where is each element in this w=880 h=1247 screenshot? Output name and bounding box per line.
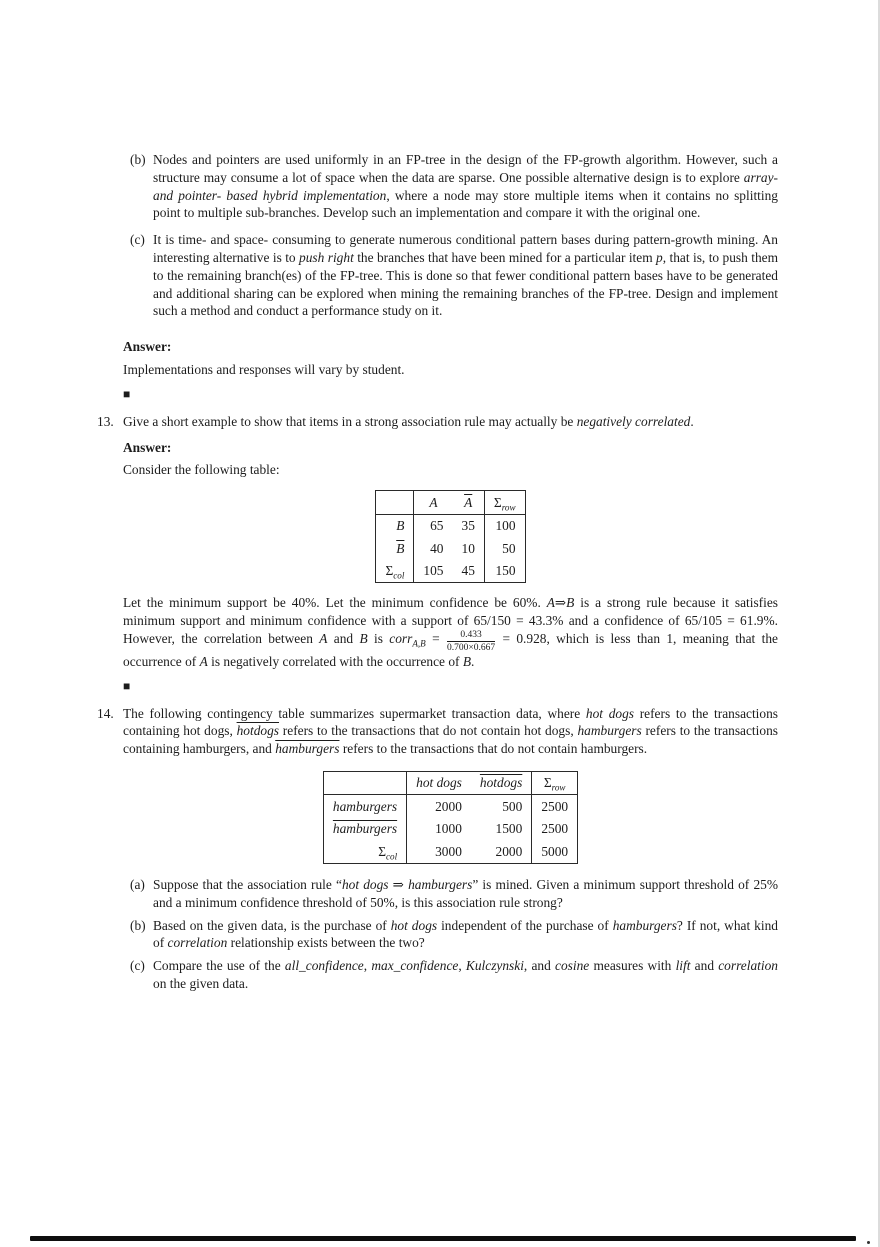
paragraph-text <box>153 918 778 951</box>
table-cell <box>453 491 485 515</box>
text-run: Suppose that the association rule “ <box>153 876 342 892</box>
table-cell <box>323 795 406 818</box>
text-run: push right <box>299 249 354 265</box>
list-item-b <box>97 151 778 222</box>
table-cell <box>471 795 532 818</box>
answer-text: Implementations and responses will vary by student. <box>123 361 405 377</box>
table-cell <box>484 537 525 560</box>
text-run: hot dogs <box>585 705 634 721</box>
text-run: hotdogs <box>479 775 523 791</box>
table-intro: Consider the following table: <box>123 462 280 478</box>
text-run: Σ <box>543 775 552 791</box>
table-cell <box>407 795 471 818</box>
question-number: 14. <box>97 705 114 721</box>
text-run: ? If not, what kind of <box>153 917 778 951</box>
table-container <box>123 490 778 583</box>
text-run: negatively correlated <box>576 413 691 429</box>
text-run: 105 <box>423 563 444 579</box>
table-cell <box>532 795 578 818</box>
part-a <box>123 876 778 912</box>
paragraph-text <box>153 877 778 910</box>
text-run: measures with <box>589 958 676 974</box>
table-cell <box>407 840 471 863</box>
text-run: is a strong rule because it satisfies minimum support and minimum confidence with a support of 65/150 = 43.3% and a confidence of 65/105 = 61.9%. However, the correlation between <box>123 595 779 646</box>
scan-edge-dot <box>867 1241 870 1244</box>
table-row <box>376 514 525 537</box>
text-run: correlation <box>718 958 778 974</box>
table-row <box>376 560 525 583</box>
table-row <box>376 537 525 560</box>
text-run: hot dogs <box>341 876 389 892</box>
item-label: (b) <box>130 152 146 167</box>
text-run: = 0.928, which is less than 1, meaning that the occurrence of <box>123 630 778 669</box>
text-run: row <box>551 783 566 794</box>
text-run: the branches that have been mined for a particular item <box>353 249 657 265</box>
table-cell <box>471 818 532 841</box>
text-run: B <box>566 595 575 611</box>
text-run: is negatively correlated with the occurrence of <box>207 653 463 669</box>
paragraph-text <box>153 958 778 991</box>
text-run: , <box>363 958 372 974</box>
text-run: B <box>359 630 368 646</box>
table-cell <box>453 537 485 560</box>
text-run: corr <box>389 630 413 646</box>
text-run: cosine <box>555 958 590 974</box>
text-run: 500 <box>502 798 523 814</box>
answer-heading: Answer: <box>123 439 172 455</box>
contingency-table-hotdogs <box>323 771 578 864</box>
text-run: , where a node may store multiple items when it contains no splitting point to multiple sub-branches. Develop such an implementation and compare it with the original one. <box>153 187 778 221</box>
question-number: 13. <box>97 413 114 429</box>
text-run: refers to the transactions containing hot dogs, <box>123 705 778 739</box>
answer-heading: Answer: <box>123 339 172 355</box>
text-run: hamburgers <box>332 798 398 814</box>
text-run: . <box>690 413 694 429</box>
text-run: $\overline{A}$ <box>464 494 473 510</box>
table-cell <box>484 560 525 583</box>
text-run: 5000 <box>541 843 569 859</box>
text-run: 45 <box>461 563 475 579</box>
text-run: array-and pointer- based hybrid implementation <box>153 169 778 203</box>
text-run: 100 <box>495 518 516 534</box>
text-run: , and <box>523 958 556 974</box>
text-run: Nodes and pointers are used uniformly in an FP-tree in the design of the FP-growth algorithm. However, such a structure may consume a lot of space when the data are sparse. One possible alternative design is to explore <box>153 152 778 185</box>
item-label: (c) <box>130 958 145 974</box>
text-run: 1000 <box>435 821 462 837</box>
text-run: 35 <box>461 518 475 534</box>
table-cell <box>323 771 406 795</box>
table-row <box>323 818 577 841</box>
table-cell <box>323 818 406 841</box>
text-run: A <box>546 595 555 611</box>
text-run: A <box>199 653 208 669</box>
table-cell <box>407 818 471 841</box>
item-label: (b) <box>130 917 146 933</box>
question-text <box>123 705 778 758</box>
table-cell <box>453 514 485 537</box>
text-run: ⇒ <box>388 876 409 892</box>
text-run: lift <box>675 958 691 974</box>
text-run: It is time- and space- consuming to generate numerous conditional pattern bases during pattern-growth mining. An interesting alternative is to <box>153 232 778 265</box>
table-cell <box>414 514 453 537</box>
text-run: Kulczynski <box>465 958 524 974</box>
text-run: , <box>458 958 466 974</box>
question-text <box>123 413 778 431</box>
text-run: 2500 <box>541 798 569 814</box>
qed-marker: ■ <box>123 678 131 693</box>
text-run: 1500 <box>495 821 523 837</box>
inline-fraction: $\frac{0.433}{0.700\times 0.667}$ <box>447 629 496 653</box>
answer-discussion <box>123 594 778 670</box>
text-run: is <box>367 630 390 646</box>
table-cell <box>414 560 453 583</box>
text-run: = <box>425 630 446 646</box>
text-run: col <box>385 851 398 862</box>
text-run: ⇒ <box>554 595 567 611</box>
table-row <box>323 795 577 818</box>
text-run: 65 <box>430 518 444 534</box>
text-run: 40 <box>430 540 444 556</box>
table-cell <box>414 491 453 515</box>
text-run: B <box>462 653 472 669</box>
table-cell <box>532 840 578 863</box>
text-run: Give a short example to show that items in a strong association rule may actually be <box>123 413 577 429</box>
text-run: all_confidence <box>284 958 364 974</box>
table-cell <box>484 514 525 537</box>
table-container <box>123 771 778 864</box>
list-item-c <box>97 231 778 320</box>
text-run: Σ <box>378 843 386 859</box>
text-run: 3000 <box>435 843 462 859</box>
text-run: and <box>690 958 719 974</box>
text-run: A <box>319 630 328 646</box>
table-cell <box>376 560 414 583</box>
text-run: col <box>393 570 405 581</box>
table-row <box>323 771 577 795</box>
text-run: hot dogs <box>416 775 462 791</box>
text-run: hamburgers <box>612 917 677 933</box>
text-run: The following contingency table summarizes supermarket transaction data, where <box>123 705 586 721</box>
text-run: A <box>429 494 438 510</box>
text-run: 2000 <box>495 843 523 859</box>
text-run: refers to the transactions that do not contain hot dogs, <box>279 723 578 739</box>
text-run: Compare the use of the <box>153 958 285 974</box>
table-cell <box>407 771 471 795</box>
item-label: (c) <box>130 232 145 248</box>
text-run: 2500 <box>541 821 569 837</box>
text-run: relationship exists between the two? <box>227 935 425 951</box>
paragraph-text <box>153 152 778 220</box>
table-row <box>376 491 525 515</box>
table-cell <box>376 537 414 560</box>
text-run: refers to the transactions that do not contain hamburgers. <box>339 741 648 757</box>
part-b <box>123 917 778 953</box>
table-cell <box>376 491 414 515</box>
paragraph-text <box>153 232 778 318</box>
table-cell <box>532 818 578 841</box>
table-cell <box>532 771 578 795</box>
text-run: hotdogs <box>236 723 280 739</box>
table-cell <box>323 840 406 863</box>
part-c <box>123 957 778 993</box>
table-cell <box>471 771 532 795</box>
table-cell <box>376 514 414 537</box>
text-run: Σ <box>385 563 394 579</box>
qed-marker: ■ <box>123 386 131 401</box>
table-row <box>323 840 577 863</box>
text-run: hamburgers <box>275 741 340 757</box>
text-run: , that is, to push them to the remaining branch(es) of the FP-tree. This is done so that fewer conditional pattern bases have to be generated and additional sharing can be explored when mining the remaining branches of the FP-tree. Design and implement such a method and conduct a performance study on it. <box>153 249 779 319</box>
text-run: and <box>327 630 360 646</box>
page-content <box>97 151 778 993</box>
table-cell <box>484 491 525 515</box>
table-cell <box>453 560 485 583</box>
text-run: refers to the transactions containing hamburgers, and <box>123 723 778 757</box>
text-run: Based on the given data, is the purchase of <box>153 917 391 933</box>
contingency-table-ab <box>375 490 525 583</box>
text-run: hamburgers <box>408 876 473 892</box>
text-run: 50 <box>502 540 516 556</box>
text-run: . <box>471 653 475 669</box>
text-run: max_confidence <box>371 958 459 974</box>
item-label: (a) <box>130 876 145 892</box>
text-run: hamburgers <box>577 723 642 739</box>
text-run: 150 <box>495 563 516 579</box>
text-run: 10 <box>461 540 475 556</box>
text-run: hamburgers <box>332 821 398 837</box>
text-run: $\overline{B}$ <box>396 540 405 556</box>
text-run: 2000 <box>435 798 462 814</box>
text-run: Let the minimum support be 40%. Let the minimum confidence be 60%. <box>123 595 547 611</box>
text-run: hot dogs <box>390 917 438 933</box>
text-run: ” is mined. Given a minimum support threshold of 25% and a minimum confidence threshold of 50%, is this association rule strong? <box>153 876 778 910</box>
text-run: row <box>501 502 516 513</box>
text-run: on the given data. <box>153 975 249 991</box>
text-run: correlation <box>167 935 228 951</box>
text-run: B <box>396 518 405 534</box>
text-run: p <box>656 249 663 265</box>
text-run: A,B <box>412 638 426 649</box>
scan-edge-bar <box>30 1236 856 1241</box>
table-cell <box>414 537 453 560</box>
text-run: independent of the purchase of <box>437 917 613 933</box>
question-13 <box>97 413 778 692</box>
table-cell <box>471 840 532 863</box>
text-run: Σ <box>493 494 502 510</box>
question-14 <box>97 705 778 993</box>
